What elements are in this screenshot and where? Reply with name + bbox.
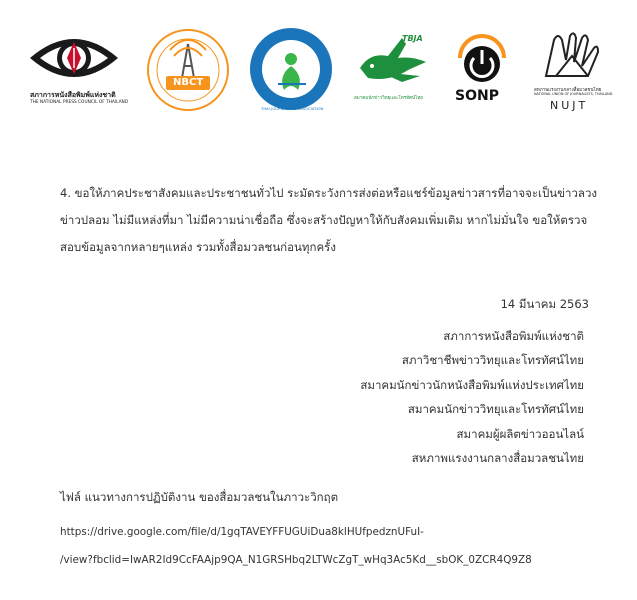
signatory-item: สภาวิชาชีพข่าววิทยุและโทรทัศน์ไทย [401,353,584,368]
sonp-logo [452,24,512,114]
file-link[interactable] [60,518,620,574]
nujt-caption-th: สหภาพแรงงานกลางสื่อมวลชนไทย [534,88,602,93]
file-url-line-1[interactable]: https://drive.google.com/file/d/1gqTAVEYFFUGUiDua8klHUfpedznUFuI- [60,526,424,538]
signatory-item: สภาการหนังสือพิมพ์แห่งชาติ [443,329,584,343]
tja-ring-text: THAI JOURNALISTS ASSOCIATION [261,106,324,111]
press-council-caption-th: สภาการหนังสือพิมพ์แห่งชาติ [30,91,116,99]
nbct-wordmark: NBCT [173,77,204,88]
nbct-logo [140,26,236,112]
press-council-caption-en: THE NATIONAL PRESS COUNCIL OF THAILAND [30,100,129,105]
bird-icon [350,32,436,88]
signatory-list [360,324,584,470]
statement-date: 14 มีนาคม 2563 [500,297,589,311]
tbja-wordmark: TBJA [402,34,423,43]
signatory-item: สมาคมนักข่าวนักหนังสือพิมพ์แห่งประเทศไทย [360,377,584,392]
signatory-item: สมาคมนักข่าววิทยุและโทรทัศน์ไทย [407,402,584,417]
press-council-logo [26,28,129,110]
eye-pen-icon [26,28,122,88]
logo-bar [0,0,637,125]
quill-figure-icon [248,26,334,112]
nujt-caption-en: NATIONAL UNION OF JOURNALISTS, THAILAND [534,92,613,96]
sonp-wordmark: SONP [455,88,499,104]
broadcast-tower-icon [140,26,236,112]
signatory-item: สมาคมผู้ผลิตข่าวออนไลน์ [456,426,584,441]
file-title: ไฟล์ แนวทางการปฏิบัติงาน ของสื่อมวลชนในภาวะวิกฤต [60,490,339,504]
file-url-line-2[interactable]: /view?fbclid=IwAR2Id9CcFAAjp9QA_N1GRSHbq2LTWcZgT_wHq3Ac5Kd__sbOK_0ZCR4Q9Z8 [60,554,532,566]
hands-icon [532,26,612,82]
power-signal-icon [452,24,512,86]
statement-paragraph: 4. ขอให้ภาคประชาสังคมและประชาชนทั่วไป ระมัดระวังการส่งต่อหรือแชร์ข้อมูลข่าวสารที่อาจจะเป็นข่าวลวง ข่าวปลอม ไม่มีแหล่งที่มา ไม่มีความน่าเชื่อถือ ซึ่งจะสร้างปัญหาให้กับสังคมเพิ่มเติม หากไม่มั่นใจ ขอให้ตรวจสอบข้อมูลจากหลายๆแหล่ง รวมทั้งสื่อมวลชนก่อนทุกครั้ง [60,186,598,254]
signatory-item: สหภาพแรงงานกลางสื่อมวลชนไทย [411,451,584,466]
nujt-logo [532,26,612,114]
nujt-wordmark: NUJT [550,99,589,112]
tja-logo [248,26,334,112]
tbja-logo [350,32,436,110]
tbja-caption-th: สมาคมนักข่าววิทยุและโทรทัศน์ไทย [354,96,423,101]
